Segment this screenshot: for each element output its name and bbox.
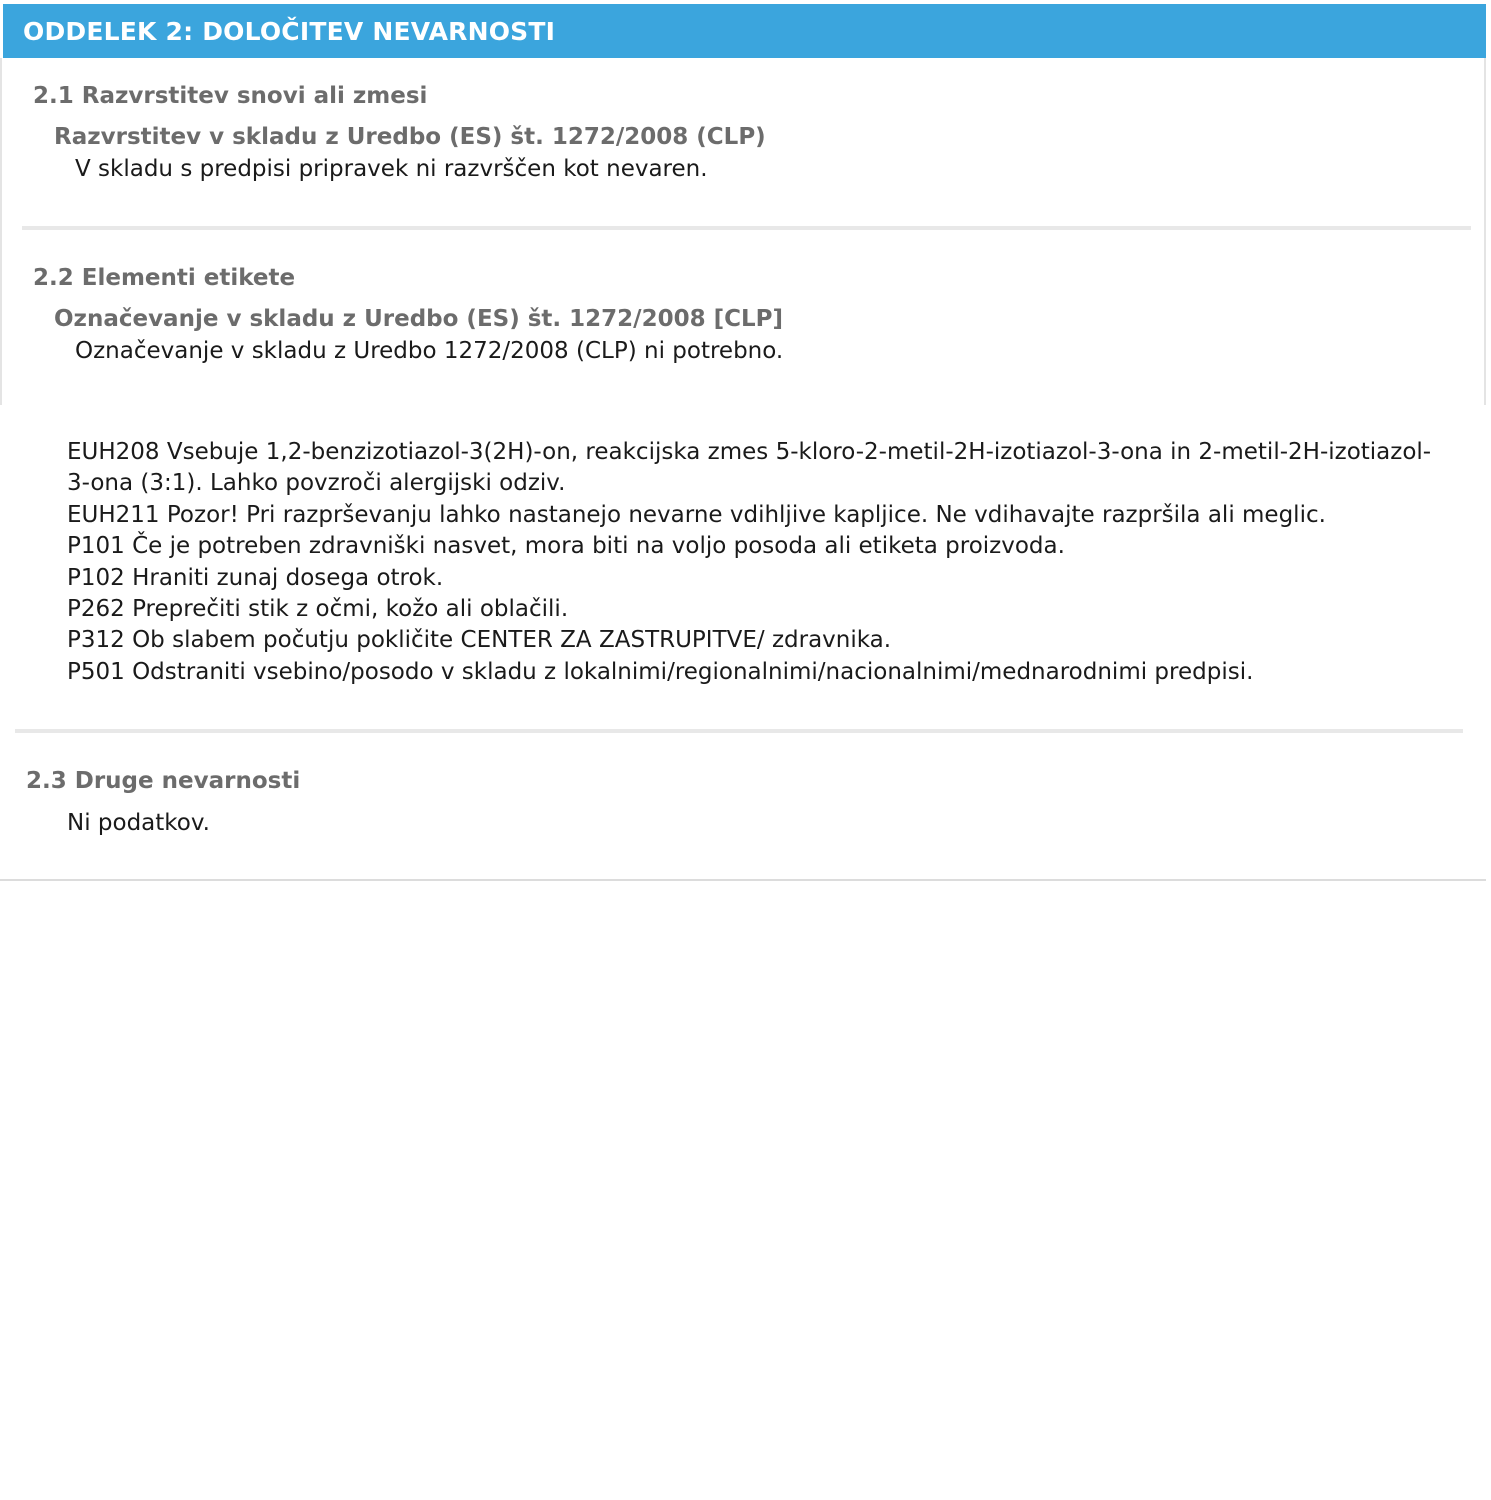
labelling-text: Označevanje v skladu z Uredbo 1272/2008 (CLP) ni potrebno. [75,338,784,364]
left-border [0,58,2,405]
statement-euh208: EUH208 Vsebuje 1,2-benzizotiazol-3(2H)-on, reakcijska zmes 5-kloro-2-metil-2H-izotiazol-3-ona in 2-metil-2H-izotiazol-3-ona (3:1). Lahko povzroči alergijski odziv. [67,439,1432,497]
subheading-2-1-clp: Razvrstitev v skladu z Uredbo (ES) št. 1272/2008 (CLP) [54,124,766,150]
statement-p101: P101 Če je potreben zdravniški nasvet, mora biti na voljo posoda ali etiketa proizvoda. [67,533,1065,560]
statement-euh211: EUH211 Pozor! Pri razprševanju lahko nastanejo nevarne vdihljive kapljice. Ne vdihavajte razpršila ali meglic. [67,501,1326,528]
statement-p312: P312 Ob slabem počutju pokličite CENTER ZA ZASTRUPITVE/ zdravnika. [67,627,892,654]
other-hazards-text: Ni podatkov. [67,810,210,836]
section-title: ODDELEK 2: DOLOČITEV NEVARNOSTI [23,17,556,46]
statement-p102: P102 Hraniti zunaj dosega otrok. [67,564,444,591]
right-border [1484,58,1486,405]
statement-p501: P501 Odstraniti vsebino/posodo v skladu z lokalnimi/regionalnimi/nacionalnimi/mednarodnimi predpisi. [67,658,1254,685]
statement-p262: P262 Preprečiti stik z očmi, kožo ali oblačili. [67,596,569,623]
subheading-2-2-clp: Označevanje v skladu z Uredbo (ES) št. 1272/2008 [CLP] [54,306,784,332]
heading-2-1: 2.1 Razvrstitev snovi ali zmesi [33,83,428,109]
heading-2-2: 2.2 Elementi etikete [33,265,296,291]
heading-2-3: 2.3 Druge nevarnosti [26,768,301,794]
section-header [3,4,1486,58]
bottom-border [0,879,1486,881]
hazard-statements [67,437,1447,688]
divider-2 [15,729,1463,733]
divider-1 [22,226,1471,230]
classification-text: V skladu s predpisi pripravek ni razvrščen kot nevaren. [75,156,708,182]
